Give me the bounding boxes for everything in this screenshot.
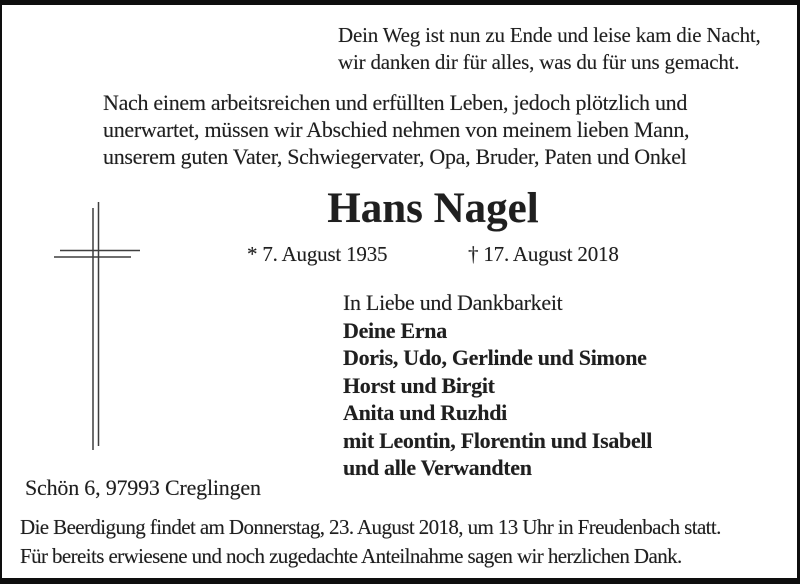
epigraph <box>338 22 761 76</box>
funeral-line: Die Beerdigung findet am Donnerstag, 23. August 2018, um 13 Uhr in Freudenbach statt. <box>20 515 721 539</box>
birth-date: * 7. August 1935 <box>247 242 388 266</box>
mourner-line: Horst und Birgit <box>343 372 495 398</box>
deceased-name: Hans Nagel <box>327 185 539 232</box>
mourner-line: und alle Verwandten <box>343 455 532 480</box>
intro-line: unserem guten Vater, Schwiegervater, Opa, Bruder, Paten und Onkel <box>103 144 687 169</box>
intro-paragraph <box>103 89 689 170</box>
death-date: † 17. August 2018 <box>468 242 619 266</box>
address-line: Schön 6, 97993 Creglingen <box>25 475 261 500</box>
epigraph-line: Dein Weg ist nun zu Ende und leise kam die Nacht, <box>338 23 761 47</box>
funeral-line: Für bereits erwiesene und noch zugedachte Anteilnahme sagen wir herzlichen Dank. <box>20 544 682 568</box>
mourner-line: Doris, Udo, Gerlinde und Simone <box>343 345 647 370</box>
mourners-block <box>343 289 652 482</box>
funeral-info <box>20 513 721 571</box>
mourner-line: mit Leontin, Florentin und Isabell <box>343 427 653 453</box>
mourner-line: Deine Erna <box>343 317 447 343</box>
epigraph-line: wir danken dir für alles, was du für uns gemacht. <box>338 50 740 74</box>
mourner-line: Anita und Ruzhdi <box>343 400 507 425</box>
memorial-cross-icon <box>40 195 150 457</box>
intro-line: Nach einem arbeitsreichen und erfüllten Leben, jedoch plötzlich und <box>103 90 688 115</box>
mourners-intro: In Liebe und Dankbarkeit <box>343 290 563 315</box>
intro-line: unerwartet, müssen wir Abschied nehmen von meinem lieben Mann, <box>103 117 690 142</box>
